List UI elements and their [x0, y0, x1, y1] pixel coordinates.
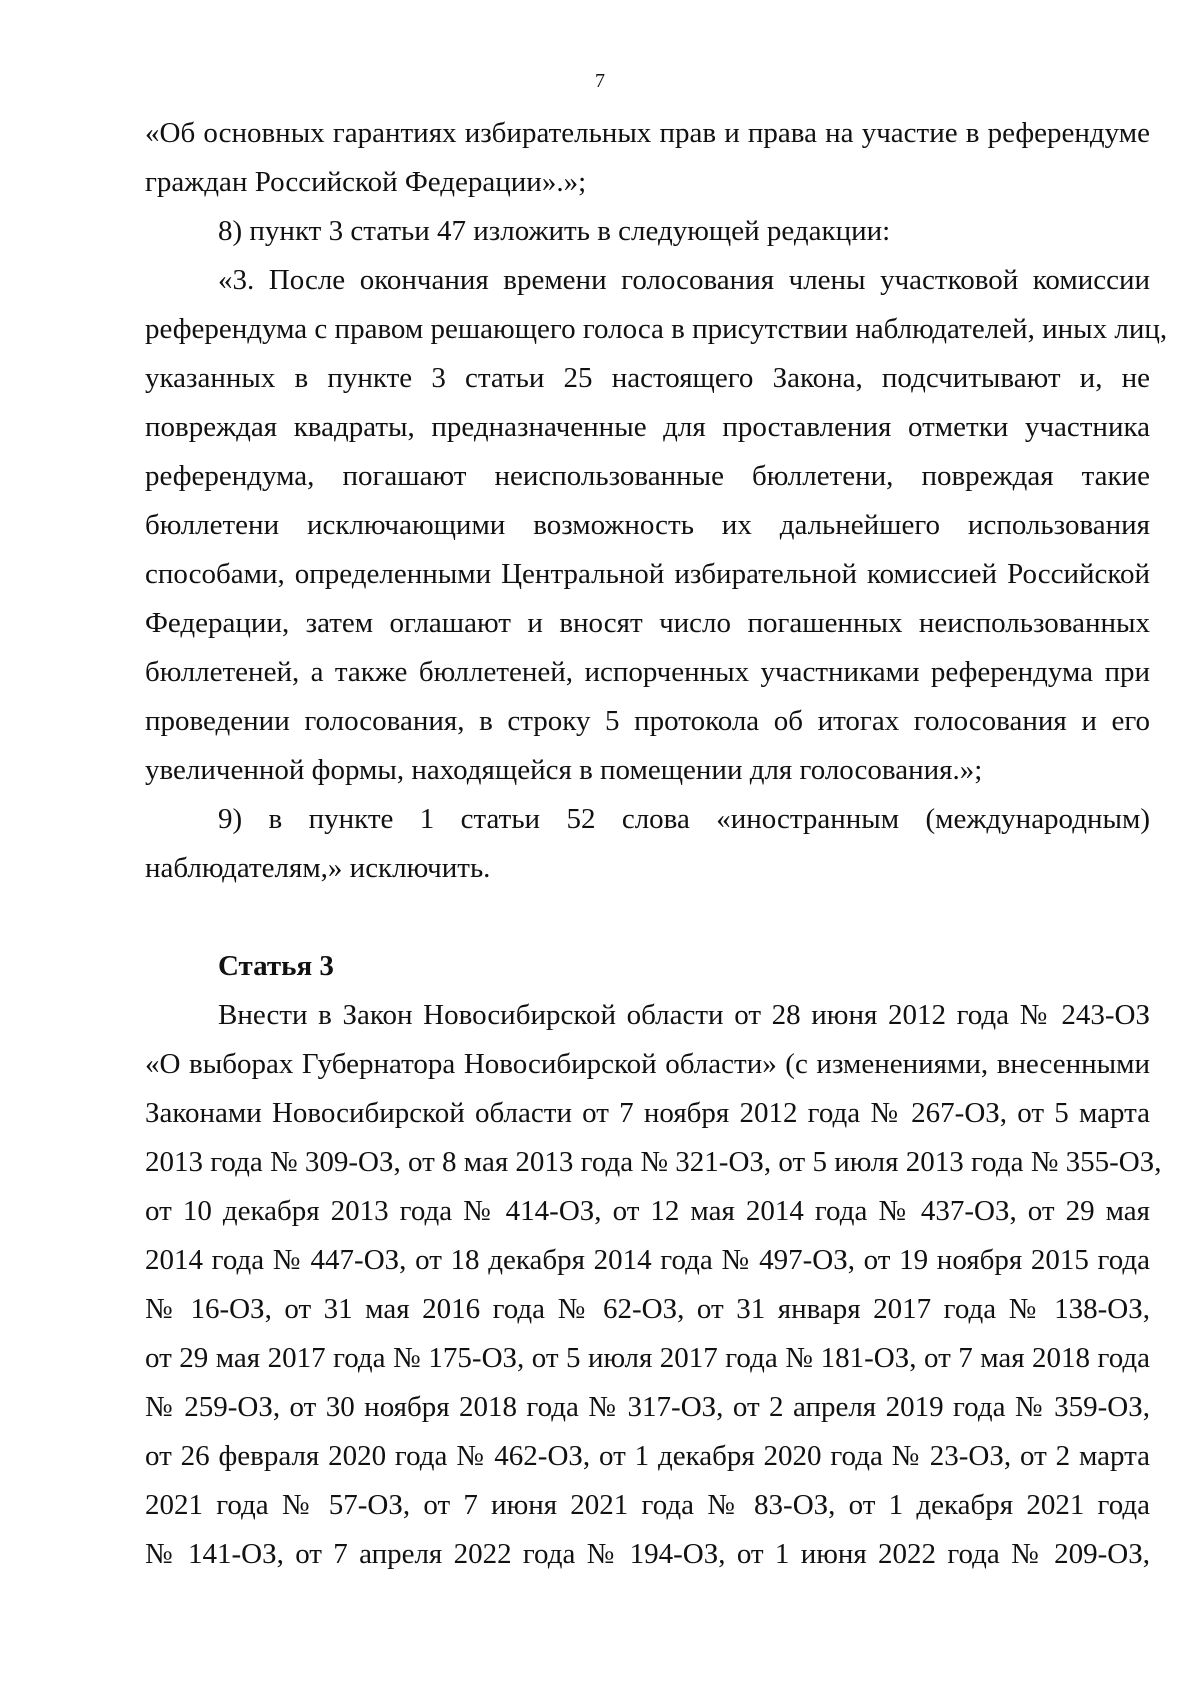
text-line: референдума с правом решающего голоса в присутствии наблюдателей, иных лиц, [145, 313, 1168, 345]
text-line: «3. После окончания времени голосования члены участковой комиссии [218, 264, 1150, 296]
text-line: № 141-ОЗ, от 7 апреля 2022 года № 194-ОЗ, от 1 июня 2022 года № 209-ОЗ, [145, 1538, 1150, 1570]
text-line: Внести в Закон Новосибирской области от 28 июня 2012 года № 243-ОЗ [218, 999, 1150, 1031]
text-line: от 10 декабря 2013 года № 414-ОЗ, от 12 мая 2014 года № 437-ОЗ, от 29 мая [145, 1195, 1150, 1227]
text-line: от 26 февраля 2020 года № 462-ОЗ, от 1 декабря 2020 года № 23-ОЗ, от 2 марта [145, 1440, 1150, 1472]
text-line: «О выборах Губернатора Новосибирской области» (с изменениями, внесенными [145, 1048, 1150, 1080]
text-line: наблюдателям,» исключить. [145, 852, 491, 884]
text-line: «Об основных гарантиях избирательных прав и права на участие в референдуме [145, 117, 1150, 149]
paragraph-article-3-body [145, 991, 1162, 1579]
text-line: Федерации, затем оглашают и вносят число погашенных неиспользованных [145, 607, 1150, 639]
text-line: № 16-ОЗ, от 31 мая 2016 года № 62-ОЗ, от 31 января 2017 года № 138-ОЗ, [145, 1293, 1150, 1325]
page-number: 7 [595, 70, 605, 92]
text-line: бюллетеней, а также бюллетеней, испорченных участниками референдума при [145, 656, 1150, 688]
article-heading: Статья 3 [218, 950, 334, 982]
spacer [145, 893, 1150, 942]
text-line: проведении голосования, в строку 5 протокола об итогах голосования и его [145, 705, 1150, 737]
paragraph-item-9 [145, 795, 1150, 893]
text-line: граждан Российской Федерации».»; [145, 166, 587, 198]
paragraph-continuation [145, 109, 1150, 207]
text-line: бюллетени исключающими возможность их дальнейшего использования [145, 509, 1150, 541]
text-line: 9) в пункте 1 статьи 52 слова «иностранным (международным) [218, 803, 1150, 835]
text-line: 2021 года № 57-ОЗ, от 7 июня 2021 года № 83-ОЗ, от 1 декабря 2021 года [145, 1489, 1150, 1521]
text-line: 2013 года № 309-ОЗ, от 8 мая 2013 года № 321-ОЗ, от 5 июля 2013 года № 355-ОЗ, [145, 1146, 1162, 1178]
paragraph-item-8 [145, 207, 1150, 256]
text-line: 2014 года № 447-ОЗ, от 18 декабря 2014 года № 497-ОЗ, от 19 ноября 2015 года [145, 1244, 1150, 1276]
text-line: повреждая квадраты, предназначенные для проставления отметки участника [145, 411, 1150, 443]
document-body [145, 109, 1168, 1579]
text-line: от 29 мая 2017 года № 175-ОЗ, от 5 июля 2017 года № 181-ОЗ, от 7 мая 2018 года [145, 1342, 1150, 1374]
text-line: референдума, погашают неиспользованные бюллетени, повреждая такие [145, 460, 1150, 492]
text-line: 8) пункт 3 статьи 47 изложить в следующей редакции: [218, 215, 891, 247]
paragraph-quoted-point-3 [145, 256, 1168, 795]
text-line: № 259-ОЗ, от 30 ноября 2018 года № 317-ОЗ, от 2 апреля 2019 года № 359-ОЗ, [145, 1391, 1150, 1423]
text-line: указанных в пункте 3 статьи 25 настоящего Закона, подсчитывают и, не [145, 362, 1150, 394]
text-line: увеличенной формы, находящейся в помещении для голосования.»; [145, 754, 983, 786]
text-line: способами, определенными Центральной избирательной комиссией Российской [145, 558, 1150, 590]
text-line: Законами Новосибирской области от 7 ноября 2012 года № 267-ОЗ, от 5 марта [145, 1097, 1150, 1129]
